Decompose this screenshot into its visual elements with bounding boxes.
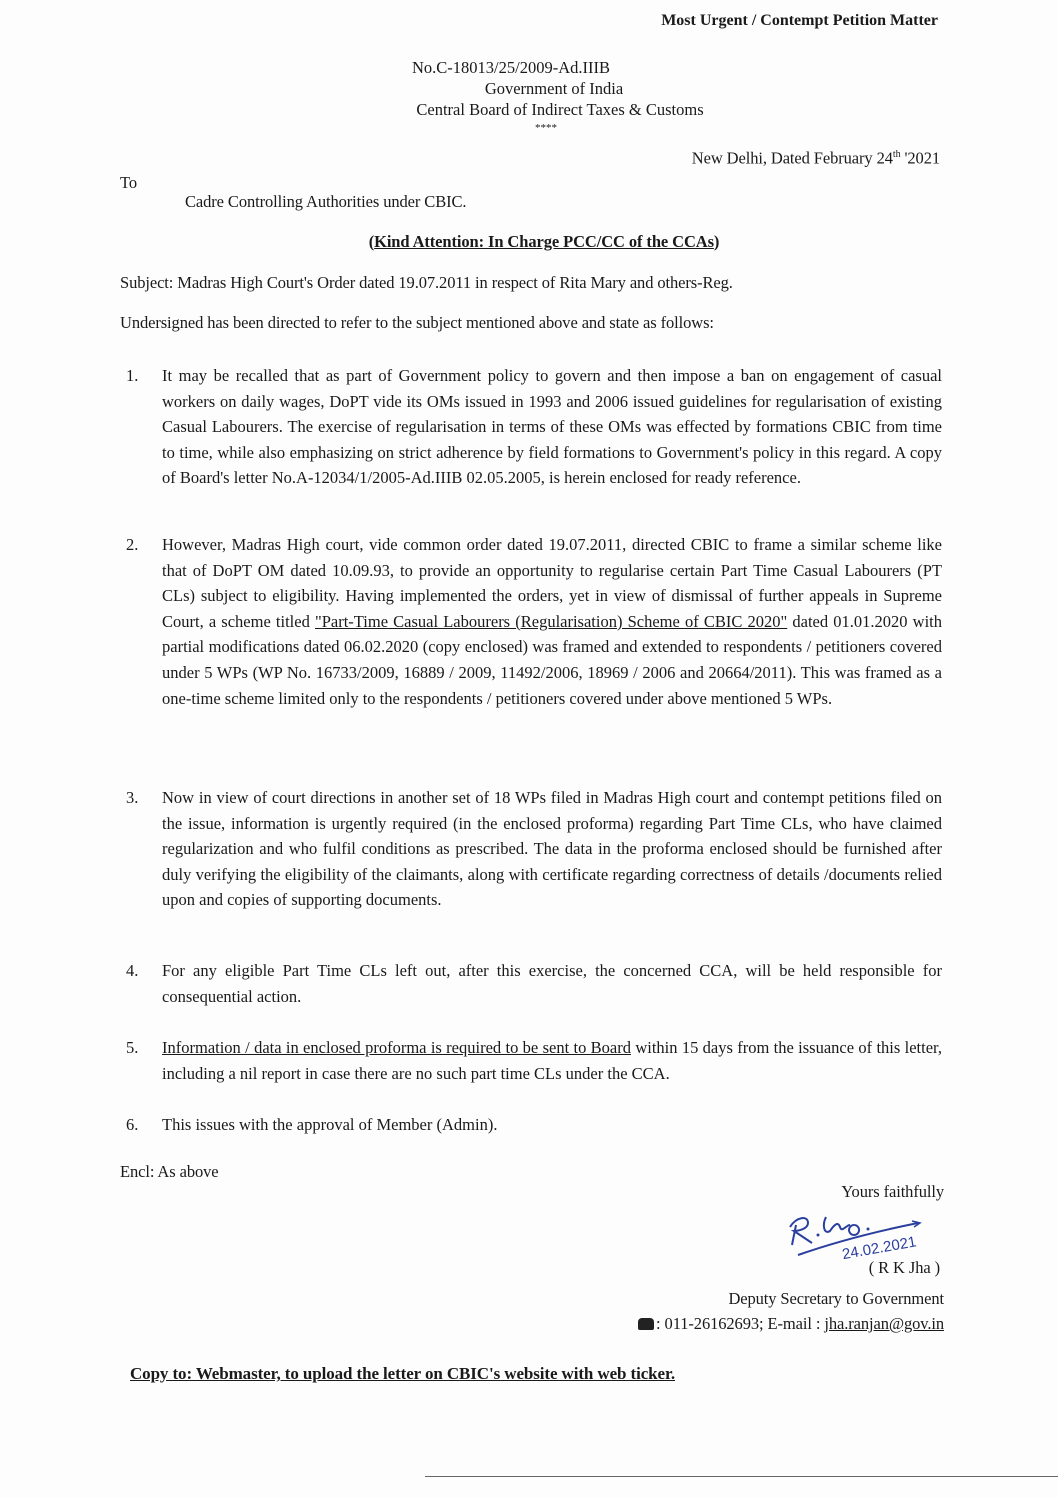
attention-line: (Kind Attention: In Charge PCC/CC of the CCAs) bbox=[368, 232, 720, 251]
government-name: Government of India bbox=[484, 79, 624, 98]
list-item bbox=[120, 958, 942, 1009]
recipient: Cadre Controlling Authorities under CBIC. bbox=[185, 192, 467, 211]
item-text-part: within 15 days from the issuance of this letter, including a nil report in case there are no such part time CLs under the CCA. bbox=[162, 1038, 942, 1083]
telephone-icon bbox=[638, 1318, 654, 1330]
copy-to-line: Copy to: Webmaster, to upload the letter on CBIC's website with web ticker. bbox=[130, 1364, 675, 1383]
board-name: Central Board of Indirect Taxes & Customs bbox=[416, 100, 704, 119]
list-item bbox=[120, 1035, 942, 1086]
item-number: 6. bbox=[126, 1115, 139, 1134]
scheme-title: "Part-Time Casual Labourers (Regularisation) Scheme of CBIC 2020" bbox=[314, 611, 788, 631]
item-text-part: However, Madras High court, vide common order dated 19.07.2011, directed CBIC to frame a similar scheme like that of DoPT OM dated 10.09.93, to provide an opportunity to regularise certain Part Time Casual Labourers (PT CLs) subject to eligibility. Having implemented the orders, yet in view of dismissal of further appeals in Supreme Court, a scheme titled bbox=[162, 535, 942, 631]
signature-date: 24.02.2021 bbox=[840, 1233, 918, 1264]
list-item bbox=[120, 785, 942, 913]
item-number: 5. bbox=[126, 1038, 139, 1057]
contact-line bbox=[638, 1312, 944, 1336]
item-text: For any eligible Part Time CLs left out, after this exercise, the concerned CCA, will be held responsible for consequential action. bbox=[162, 961, 942, 1006]
item-number: 4. bbox=[126, 961, 139, 980]
item-text bbox=[162, 1035, 942, 1086]
header-separator: **** bbox=[535, 122, 557, 134]
deadline-instruction: Information / data in enclosed proforma is required to be sent to Board bbox=[162, 1038, 631, 1057]
list-item bbox=[120, 363, 942, 491]
signatory-designation: Deputy Secretary to Government bbox=[728, 1289, 944, 1308]
date-year: '2021 bbox=[900, 148, 940, 168]
attention-text: Kind Attention: In Charge PCC/CC of the CCAs bbox=[374, 232, 714, 251]
enclosure-note: Encl: As above bbox=[120, 1162, 219, 1181]
place-date bbox=[692, 143, 940, 171]
signature bbox=[778, 1195, 948, 1265]
item-text-part: dated 01.01.2020 with partial modifications dated 06.02.2020 (copy enclosed) was framed and extended to respondents / petitioners covered under 5 WPs (WP No. 16733/2009, 16889 / 2009, 11492/2006, 18969 / 2006 and 20664/2011). This was framed as a one-time scheme limited only to the respondents / petitioners covered under above mentioned 5 WPs. bbox=[162, 611, 942, 708]
signature-scribble bbox=[778, 1195, 948, 1265]
file-number: No.C-18013/25/2009-Ad.IIIB bbox=[412, 58, 610, 77]
valediction: Yours faithfully bbox=[841, 1182, 944, 1201]
item-text bbox=[162, 532, 942, 711]
place-date-text: New Delhi, Dated February 24 bbox=[691, 148, 893, 168]
list-item bbox=[120, 532, 942, 711]
item-number: 2. bbox=[126, 535, 139, 554]
contact-text: : 011-26162693; E-mail : bbox=[656, 1314, 825, 1333]
item-text: This issues with the approval of Member (Admin). bbox=[162, 1115, 498, 1134]
subject-line: Subject: Madras High Court's Order dated 19.07.2011 in respect of Rita Mary and others-Reg. bbox=[120, 273, 733, 292]
date-suffix: th bbox=[892, 149, 901, 160]
signatory-name: ( R K Jha ) bbox=[868, 1258, 940, 1277]
item-number: 1. bbox=[126, 366, 139, 385]
item-text: It may be recalled that as part of Government policy to govern and then impose a ban on engagement of casual workers on daily wages, DoPT vide its OMs issued in 1993 and 2006 issued guidelines for regularisation of existing Casual Labourers. The exercise of regularisation in terms of these OMs was effected by formations CBIC from time to time, while also emphasizing on strict adherence by field formations to Government's policy in this regard. A copy of Board's letter No.A-12034/1/2005-Ad.IIIB 02.05.2005, is herein enclosed for ready reference. bbox=[162, 366, 942, 488]
email-link[interactable]: jha.ranjan@gov.in bbox=[824, 1314, 944, 1333]
urgency-label: Most Urgent / Contempt Petition Matter bbox=[661, 12, 938, 29]
footer-rule bbox=[425, 1476, 1058, 1477]
list-item bbox=[120, 1112, 942, 1138]
to-label: To bbox=[120, 173, 137, 192]
item-text: Now in view of court directions in another set of 18 WPs filed in Madras High court and contempt petitions filed on the issue, information is urgently required (in the enclosed proforma) regarding Part Time CLs, who have claimed regularization and who fulfil conditions as prescribed. The data in the proforma enclosed should be furnished after duly verifying the eligibility of the claimants, along with certificate regarding correctness of details /documents relied upon and copies of supporting documents. bbox=[162, 788, 942, 910]
item-number: 3. bbox=[126, 788, 139, 807]
intro-line: Undersigned has been directed to refer to the subject mentioned above and state as follows: bbox=[120, 313, 714, 332]
